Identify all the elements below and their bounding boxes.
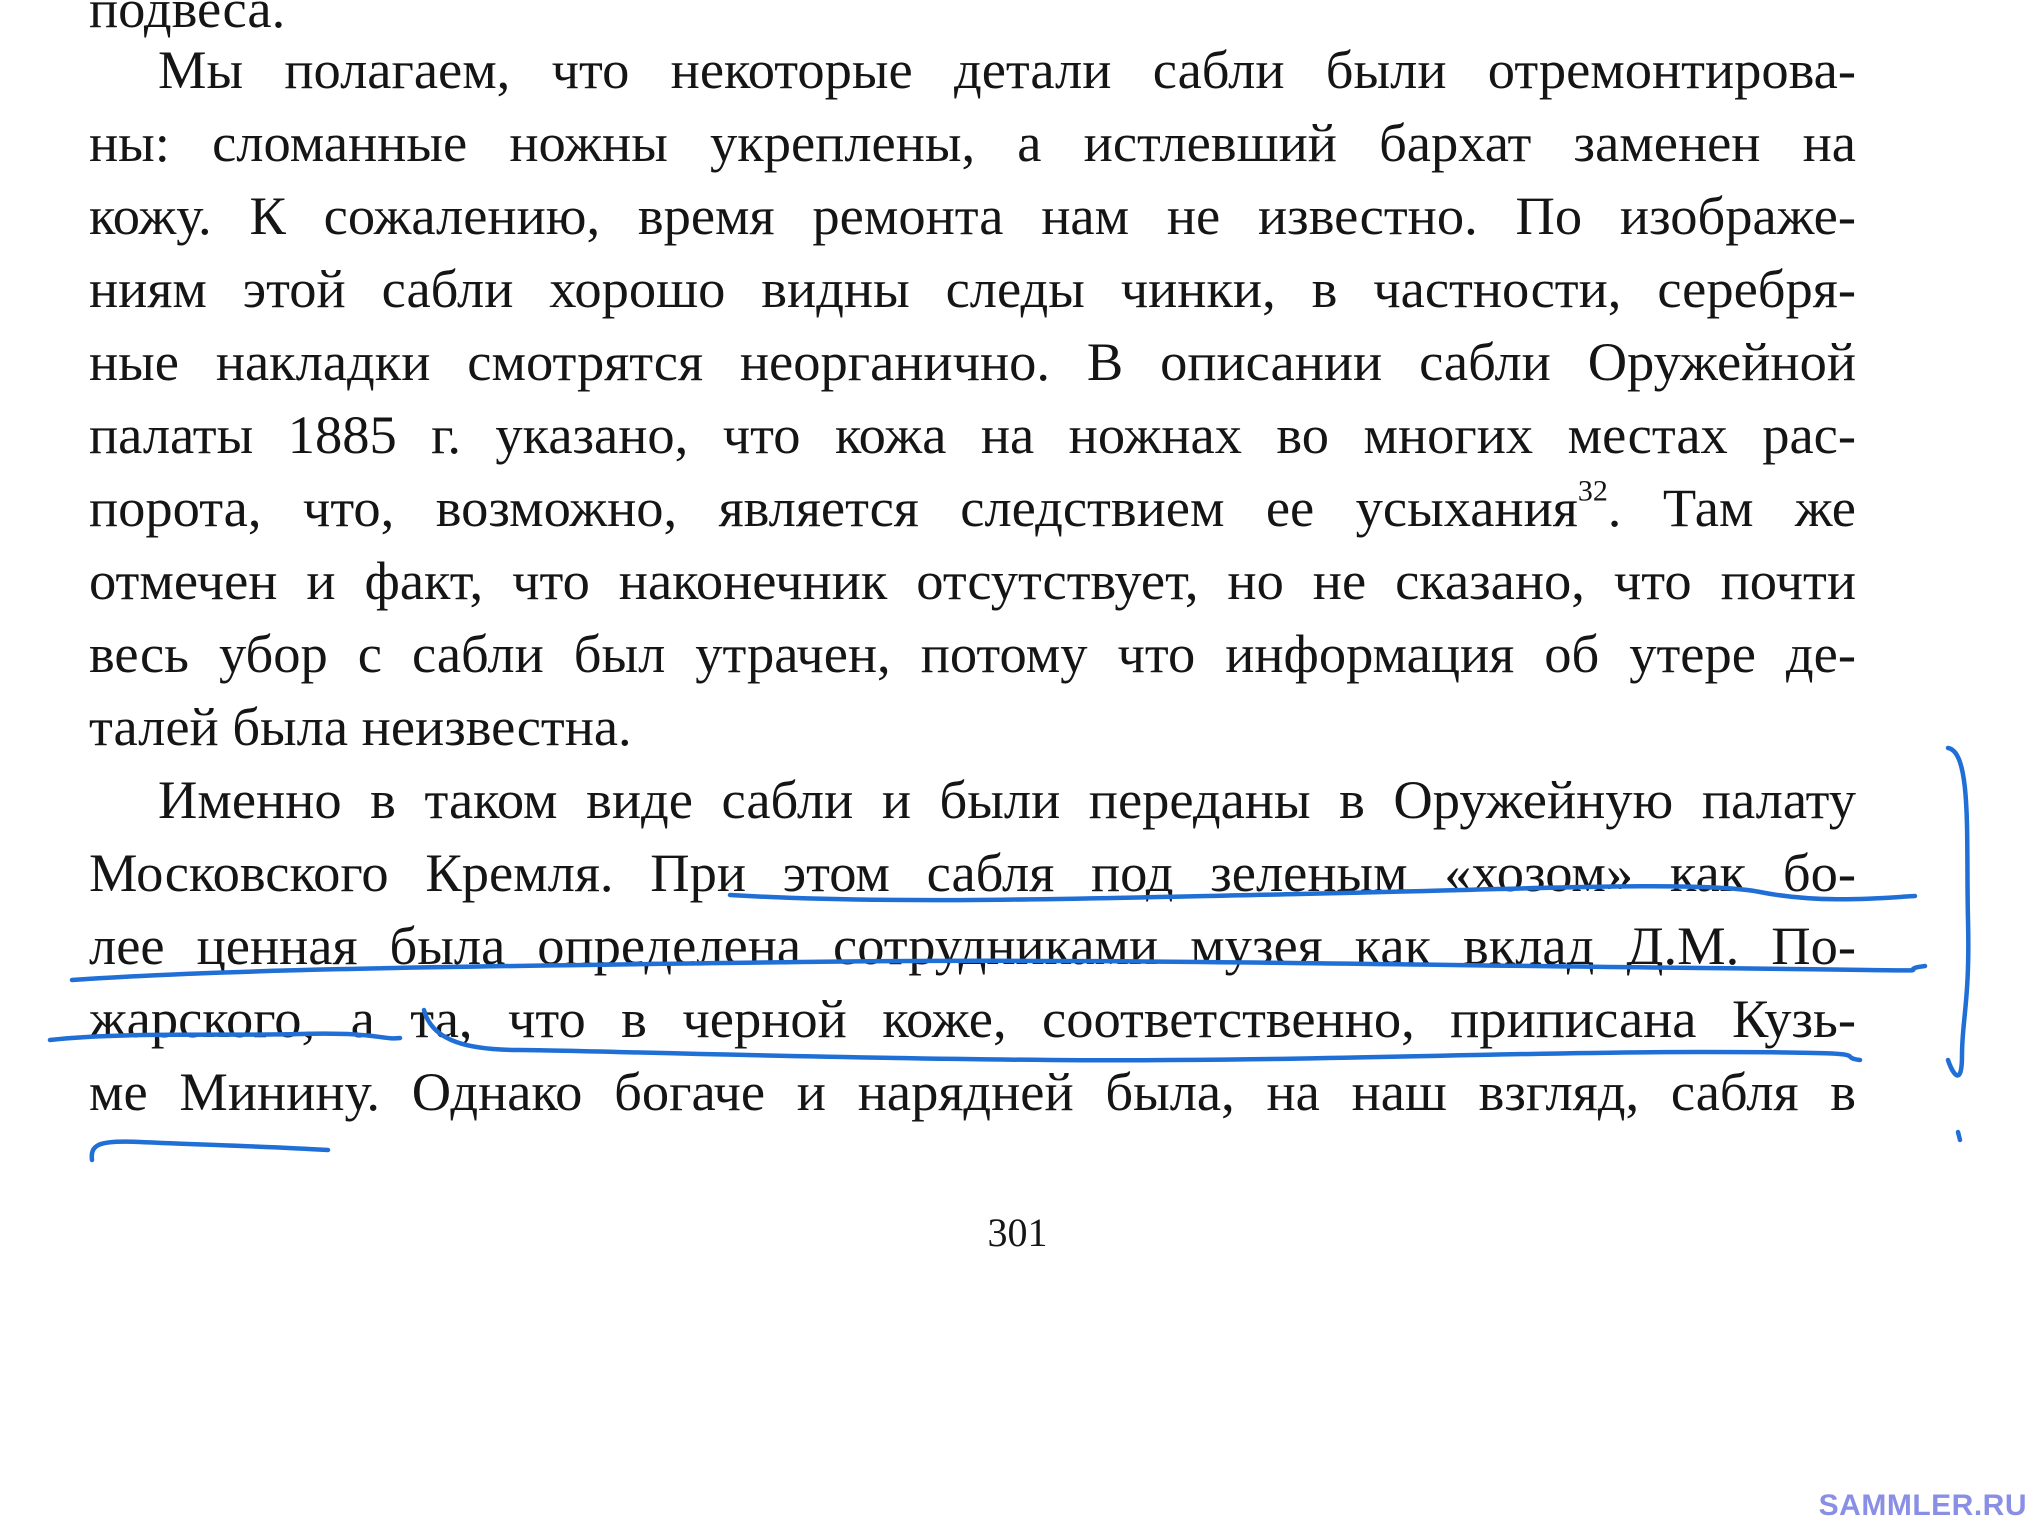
text-line: подвеса. [89,0,286,39]
footnote-marker[interactable]: 32 [1577,474,1608,508]
text-line: отмечен и факт, что наконечник отсутствует, но не сказано, что почти [89,550,1856,611]
text-line: Мы полагаем, что некоторые детали сабли были отремонтирова- [158,39,1856,100]
text-line: кожу. К сожалению, время ремонта нам не известно. По изображе- [89,185,1856,246]
margin-tick-stroke [1958,1132,1960,1140]
text-line: жарского, а та, что в черной коже, соответственно, приписана Кузь- [89,988,1856,1049]
underline-stroke [92,1142,328,1160]
margin-bracket-stroke [1948,748,1968,1075]
text-line: талей была неизвестна. [89,696,632,757]
text-line: ны: сломанные ножны укреплены, а истлевший бархат заменен на [89,112,1856,173]
text-line: ниям этой сабли хорошо видны следы чинки, в частности, серебря- [89,258,1856,319]
text-line: Именно в таком виде сабли и были переданы в Оружейную палату [158,769,1856,830]
text-segment: порота, что, возможно, является следствием ее усыхания [89,477,1578,538]
text-line: ме Минину. Однако богаче и нарядней была, на наш взгляд, сабля в [89,1061,1856,1122]
text-line: весь убор с сабли был утрачен, потому что информация об утере де- [89,623,1856,684]
text-line: лее ценная была определена сотрудниками музея как вклад Д.М. По- [89,915,1856,976]
text-segment: . Там же [1607,477,1856,538]
watermark: SAMMLER.RU [1818,1489,2027,1522]
page-number: 301 [987,1210,1048,1255]
text-line: ные накладки смотрятся неорганично. В описании сабли Оружейной [89,331,1856,392]
text-line-with-footnote [89,472,1856,544]
text-line: Московского Кремля. При этом сабля под зеленым «хозом» как бо- [89,842,1856,903]
text-line: палаты 1885 г. указано, что кожа на ножнах во многих местах рас- [89,404,1856,465]
